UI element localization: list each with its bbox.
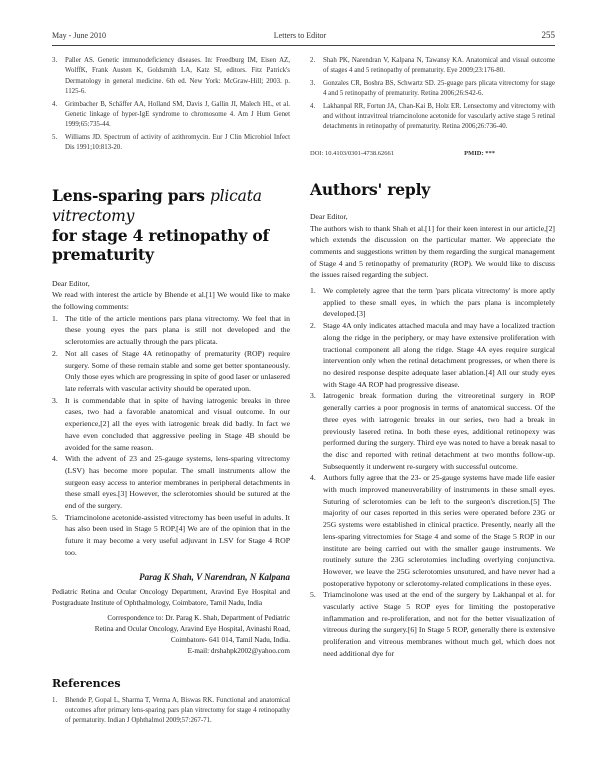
page-number: 255 — [541, 30, 555, 40]
doi-row — [310, 149, 555, 158]
item-text: Gonzales CR, Boshra BS, Schwartz SD. 25-guage pars plicata vitrectomy for stage 4 and 5 retinopathy of prematurity. Retina 2006;26:S42-6. — [323, 79, 555, 98]
header-rule — [52, 45, 555, 46]
item-number: 3. — [310, 79, 316, 87]
reply-title: Authors' reply — [310, 179, 431, 199]
correspondence-line: Retina and Ocular Oncology, Aravind Eye Hospital, Avinashi Road, — [94, 624, 290, 633]
correspondence — [52, 613, 290, 657]
letter-title — [52, 186, 290, 264]
correspondence-line: E-mail: drshahpk2002@yahoo.com — [187, 646, 290, 655]
header-section: Letters to Editor — [273, 31, 327, 40]
letter-affiliation: Pediatric Retina and Ocular Oncology Department, Aravind Eye Hospital and Postgraduate Institute of Ophthalmology, Coimbatore, Tamil Nadu, India — [52, 587, 290, 607]
list-item — [52, 512, 290, 559]
reference-item — [52, 100, 290, 131]
item-text: Stage 4A only indicates attached macula and may have a localized traction along the ridge in the periphery, or may have extensive proliferation with tractional component all along the ridge. Stage 4A eyes require surgical intervention only when the retinal detachment progresses, or when there is no desired response despite adequate laser ablation.[4] All our study eyes with Stage 4A ROP had progressive disease. — [323, 321, 555, 389]
right-column — [310, 56, 555, 660]
list-item — [52, 453, 290, 512]
item-text: Bhende P, Gopal L, Sharma T, Verma A, Biswas RK. Functional and anatomical outcomes after primary lens-sparing pars plan vitrectomy for stage 4 retinopathy of permaturity. Indian J Ophthalmol 2009;57:267-71. — [65, 696, 290, 725]
letter-comments-list — [52, 313, 290, 559]
item-number: 1. — [310, 286, 316, 296]
item-number: 4. — [52, 100, 58, 108]
list-item — [310, 390, 555, 472]
item-text: With the advent of 23 and 25-gauge systems, lens-sparing vitrectomy (LSV) has become more popular. The small instruments allow the surgeon easy access to anterior membranes in peripheral detachments in these small eyes.[3] However, the sclerotomies should be sutured at the end of the surgery. — [65, 454, 290, 511]
item-number: 2. — [52, 348, 58, 358]
letter-references — [52, 696, 290, 729]
item-text: Grimbacher B, Schäffer AA, Holland SM, Davis J, Gallin JI, Malech HL, et al. Genetic linkage of hyper-IgE syndrome to chromosome 4. Am J Hum Genet 1999;65:735-44. — [65, 100, 290, 129]
reply-body — [310, 211, 555, 660]
reference-item — [310, 102, 555, 133]
title-part: Lens-sparing pars — [52, 185, 210, 205]
item-number: 3. — [310, 391, 316, 401]
item-number: 5. — [52, 133, 58, 141]
reference-item — [52, 133, 290, 154]
item-text: It is commendable that in spite of having iatrogenic breaks in three cases, two had a favorable anatomical and visual outcome. In our experience,[2] all the eyes with iatrogenic break did badly. In fact we have even concluded that aggressive peeling in Stage 4B should be avoided for the same reason. — [65, 395, 290, 452]
item-number: 5. — [52, 512, 58, 522]
reference-item — [310, 56, 555, 77]
list-item — [52, 348, 290, 395]
item-text: Triamcinolone acetonide-assisted vitrectomy has been useful in adults. It has also been used in Stage 5 ROP.[4] We are of the opinion that in the future it may become a very useful adjuvant in LSV for Stage 4 ROP too. — [65, 512, 290, 557]
list-item — [52, 395, 290, 454]
pmid: PMID: *** — [464, 149, 495, 157]
list-item — [310, 589, 555, 659]
item-number: 1. — [52, 313, 58, 323]
item-text: The title of the article mentions pars plana vitrectomy. We feel that in these young eyes the pars plana is still not developed and the sclerotomies are actually through the pars plicata. — [65, 313, 290, 347]
item-number: 2. — [310, 57, 316, 64]
salutation: Dear Editor, — [52, 278, 90, 288]
item-text: Authors fully agree that the 23- or 25-gauge systems have made life easier with much improved maneuverability of instruments in these small eyes. Suturing of sclerotomies can be left to the surgeon's discretion.[5] The majority of our cases reported in this series were operated before 23G or 25G systems were established in clinical practice. Presently, nearly all the lens-sparing vitrectomies for Stage 4 and some of the Stage 5 ROP in our institute are being carried out with the smaller gauge instruments. We routinely suture the 23G sclerotomies including overlying conjunctiva. However, we leave the 25G sclerotomies unsutured, and have never had a postoperative hypotony or sclerotomy-related complications in these eyes. — [323, 473, 555, 588]
left-column — [52, 56, 290, 729]
item-number: 2. — [310, 321, 316, 331]
left-top-references — [52, 56, 290, 156]
reply-points-list — [310, 285, 555, 660]
item-text: Shah PK, Narendran V, Kalpana N, Tawansy KA. Anatomical and visual outcome of stages 4 and 5 retinopathy of prematurity. Eye 2009;23:176-80. — [323, 57, 555, 75]
intro: We read with interest the article by Bhende et al.[1] We would like to make the following comments: — [52, 290, 290, 312]
item-number: 5. — [310, 590, 316, 600]
references-heading: References — [52, 676, 121, 690]
reference-item — [52, 56, 290, 98]
list-item — [52, 313, 290, 348]
item-number: 4. — [52, 454, 58, 464]
salutation: Dear Editor, — [310, 211, 348, 221]
list-item — [310, 472, 555, 589]
list-item — [310, 285, 555, 320]
item-number: 4. — [310, 473, 316, 483]
correspondence-line: Correspondence to: Dr. Parag K. Shah, Department of Pediatric — [107, 613, 290, 622]
title-part: for stage 4 retinopathy of prematurity — [52, 225, 269, 264]
right-top-references — [310, 56, 555, 135]
correspondence-line: Coimbatore- 641 014, Tamil Nadu, India. — [170, 635, 290, 644]
header-date: May - June 2010 — [52, 31, 106, 40]
item-number: 3. — [52, 57, 58, 64]
item-text: Not all cases of Stage 4A retinopathy of prematurity (ROP) require surgery. Some of these remain stable and some get better spontaneously. Only those eyes which are progressing in spite of good laser or unlasered late referrals with vascular activity should be operated upon. — [65, 348, 291, 393]
letter-body — [52, 278, 290, 559]
item-text: Lakhanpal RR, Fortun JA, Chan-Kai B, Holz ER. Lensectomy and vitrectomy with and without intravitreal triamcinolone acetonide for vascularly active stage 5 retinal detachments in retinopathy of prematurity. Retina 2006;26:736-40. — [323, 102, 555, 131]
item-text: Williams JD. Spectrum of activity of azithromycin. Eur J Clin Microbiol Infect Dis 1991;10:813-20. — [65, 133, 290, 152]
letter-authors: Parag K Shah, V Narendran, N Kalpana — [139, 571, 290, 582]
reference-item — [52, 696, 290, 727]
item-number: 4. — [310, 102, 316, 110]
item-text: Paller AS. Genetic immunodeficiency diseases. In: Freedburg IM, Eisen AZ, WolffK, Frank Austen K, Goldsmith LA, Katz SI, editors. Fitz Patrick's Dermatology in general medicine. 6th ed. New York: McGraw-Hill; 2003. p. 1125-6. — [65, 57, 290, 96]
item-number: 1. — [52, 696, 58, 704]
list-item — [310, 320, 555, 390]
item-text: Iatrogenic break formation during the vitreoretinal surgery in ROP generally carries a poor prognosis in terms of anatomical success. Of the three eyes with iatrogenic breaks in our series, two had a break in previously lasered retina. In both these eyes, additional retinopexy was performed during the surgery. Third eye was noted to have a break nasal to the disc and reported with retinal detachment at two months follow-up. Subsequently it underwent re-surgery with successful outcome. — [323, 391, 555, 471]
item-text: We completely agree that the term 'pars plicata vitrectomy' is more aptly applied to these small eyes, in which the pars plana is incompletely developed.[3] — [323, 286, 555, 319]
item-text: Triamcinolone was used at the end of the surgery by Lakhanpal et al. for vascularly active Stage 5 ROP eyes for limiting the postoperative inflammation and re-proliferation, and not for the better visualization of vitreous during the surgery.[6] In Stage 5 ROP, generally there is extensive proliferation and vitreous membranes without much gel, which does not need additional dye for — [323, 590, 555, 658]
item-number: 3. — [52, 395, 58, 405]
reference-item — [310, 79, 555, 100]
doi: DOI: 10.4103/0301-4738.62661 — [310, 149, 394, 157]
title-italic: plicata vitrectomy — [52, 186, 262, 225]
intro: The authors wish to thank Shah et al.[1] for their keen interest in our article,[2] which extends the discussion on the particular matter. We appreciate the comments and suggestions written by them regarding the surgical management of Stage 4 and 5 retinopathy of prematurity (ROP). We would like to discuss the issues raised regarding the subject. — [310, 223, 555, 280]
